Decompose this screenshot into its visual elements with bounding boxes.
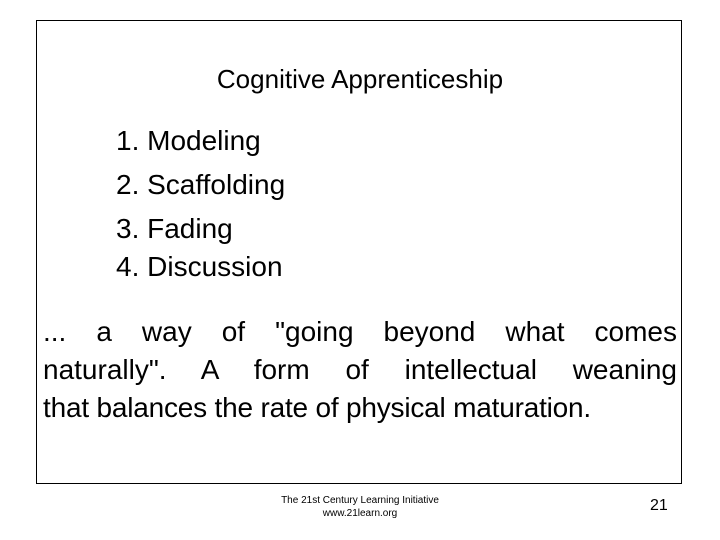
description-paragraph [43, 313, 677, 427]
list-item: 4. Discussion [116, 251, 283, 282]
page-number: 21 [650, 497, 668, 514]
paragraph-line: naturally". A form of intellectual weaning [43, 354, 677, 385]
step-list [116, 124, 285, 286]
list-item: 2. Scaffolding [116, 169, 286, 200]
list-item: 1. Modeling [116, 125, 261, 156]
footer-organization: The 21st Century Learning Initiative [281, 495, 439, 506]
footer-url: www.21learn.org [322, 508, 398, 519]
list-item: 3. Fading [116, 213, 233, 244]
slide-title [0, 63, 720, 95]
slide-title-text: Cognitive Apprenticeship [216, 64, 504, 94]
paragraph-line: that balances the rate of physical maturation. [43, 392, 592, 423]
footer-credit [250, 494, 470, 520]
paragraph-line: ... a way of "going beyond what comes [43, 316, 677, 347]
